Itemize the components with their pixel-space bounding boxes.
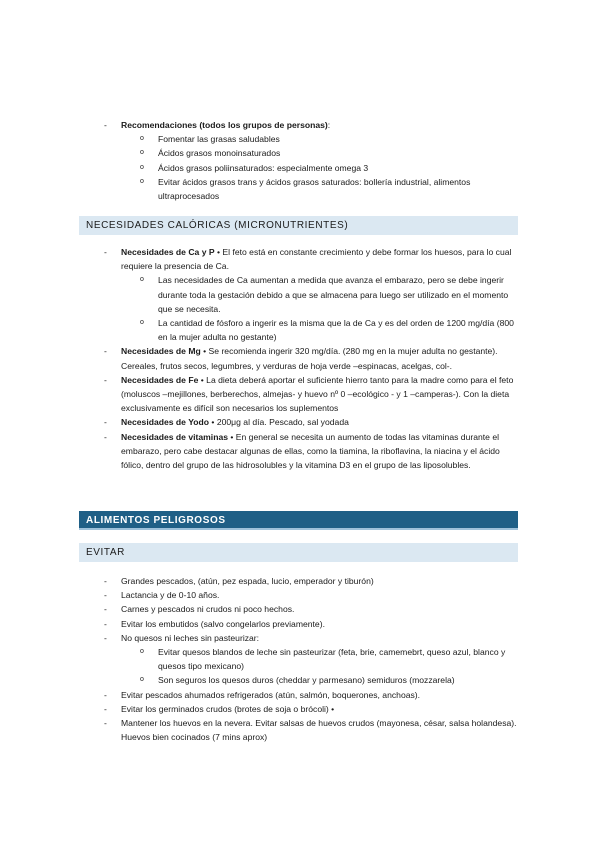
- list-item: - Necesidades de Ca y P • El feto está en constante crecimiento y debe formar los huesos, para lo cual requiere la presencia de Ca.: [104, 247, 512, 272]
- sub-list-item: o Evitar quesos blandos de leche sin pasteurizar (feta, brie, camemebrt, queso azul, blanco y quesos tipo mexicano): [140, 647, 506, 672]
- recomendaciones-title: Recomendaciones (todos los grupos de personas): [121, 120, 328, 130]
- list-item: - Evitar los germinados crudos (brotes de soja o brócoli) •: [0, 702, 599, 716]
- dash-bullet: -: [104, 618, 107, 629]
- recomendaciones-list: [0, 118, 599, 203]
- list-item: - Evitar los embutidos (salvo congelarlos previamente).: [0, 617, 599, 631]
- list-item: - Necesidades de Mg • Se recomienda ingerir 320 mg/día. (280 mg en la mujer adulta no gestante). Cereales, frutos secos, legumbres, y verduras de hoja verde –espinacas, acelgas, col-.: [104, 346, 498, 371]
- list-item: - Necesidades de Yodo • 200μg al día. Pescado, sal yodada: [0, 415, 599, 429]
- dash-bullet: -: [104, 417, 107, 428]
- list-item: - Recomendaciones (todos los grupos de personas):: [0, 118, 599, 132]
- dash-bullet: -: [104, 247, 107, 257]
- sub-list-item: o Las necesidades de Ca aumentan a medida que avanza el embarazo, pero se debe ingerir durante toda la gestación debido a que se almacena para luego ser utilizado en el momento que se necesita.: [140, 275, 509, 314]
- section-heading-alimentos-peligrosos: ALIMENTOS PELIGROSOS: [79, 511, 518, 530]
- list-item: - No quesos ni leches sin pasteurizar:: [0, 631, 599, 645]
- circle-bullet: o: [140, 149, 144, 157]
- evitar-list: [0, 574, 599, 744]
- circle-bullet: o: [140, 676, 144, 684]
- dash-bullet: -: [104, 346, 107, 357]
- circle-bullet: o: [140, 177, 144, 185]
- dash-bullet: -: [104, 576, 107, 586]
- list-item: - Evitar pescados ahumados refrigerados (atún, salmón, boquerones, anchoas).: [0, 688, 599, 702]
- dash-bullet: -: [104, 374, 107, 385]
- list-item: - Grandes pescados, (atún, pez espada, lucio, emperador y tiburón): [0, 574, 599, 588]
- dash-bullet: -: [104, 718, 107, 729]
- dash-bullet: -: [104, 590, 107, 601]
- list-item: - Lactancia y de 0-10 años.: [0, 588, 599, 602]
- list-item: - Necesidades de vitaminas • En general se necesita un aumento de todas las vitaminas durante el embarazo, pero cabe destacar algunas de ellas, como la tiamina, la riboflavina, la niacina y el ácido fólico, dentro del grupo de las hidrosolubles y la vitamina D3 en el grupo de las liposolubles.: [104, 431, 500, 471]
- section-heading-necesidades-caloricas: NECESIDADES CALÓRICAS (MICRONUTRIENTES): [79, 216, 518, 235]
- list-item: - Carnes y pescados ni crudos ni poco hechos.: [0, 602, 599, 616]
- dash-bullet: -: [104, 604, 107, 615]
- list-item: - Necesidades de Fe • La dieta deberá aportar el suficiente hierro tanto para la madre como para el feto (moluscos –mejillones, berberechos, almejas- y huevo nº 0 –ecológico - y 1 –camperas-). Con la dieta exclusivamente es difícil son necesarios los suplementos: [104, 374, 514, 414]
- dash-bullet: -: [104, 703, 107, 714]
- sub-list-item: o Son seguros los quesos duros (cheddar y parmesano) semiduros (mozzarela): [0, 673, 599, 687]
- circle-bullet: o: [140, 276, 144, 284]
- dash-bullet: -: [104, 632, 107, 643]
- sub-list-item: o Ácidos grasos poliinsaturados: especialmente omega 3: [0, 161, 599, 175]
- circle-bullet: o: [140, 319, 144, 327]
- circle-bullet: o: [140, 135, 144, 143]
- circle-bullet: o: [140, 648, 144, 656]
- dash-bullet: -: [104, 431, 107, 442]
- dash-bullet: -: [104, 689, 107, 700]
- circle-bullet: o: [140, 163, 144, 171]
- section-heading-evitar: EVITAR: [79, 543, 518, 562]
- necesidades-list: [0, 245, 599, 472]
- sub-list-item: o Fomentar las grasas saludables: [0, 132, 599, 146]
- sub-list-item: o Evitar ácidos grasos trans y ácidos grasos saturados: bollería industrial, alimentos ultraprocesados: [140, 176, 471, 202]
- sub-list-item: o La cantidad de fósforo a ingerir es la misma que la de Ca y es del orden de 1200 mg/día (800 en la mujer adulta no gestante): [140, 318, 514, 343]
- sub-list-item: o Ácidos grasos monoinsaturados: [0, 146, 599, 160]
- dash-bullet: -: [104, 120, 107, 130]
- list-item: - Mantener los huevos en la nevera. Evitar salsas de huevos crudos (mayonesa, césar, salsa holandesa). Huevos bien cocinados (7 mins aprox): [104, 718, 517, 743]
